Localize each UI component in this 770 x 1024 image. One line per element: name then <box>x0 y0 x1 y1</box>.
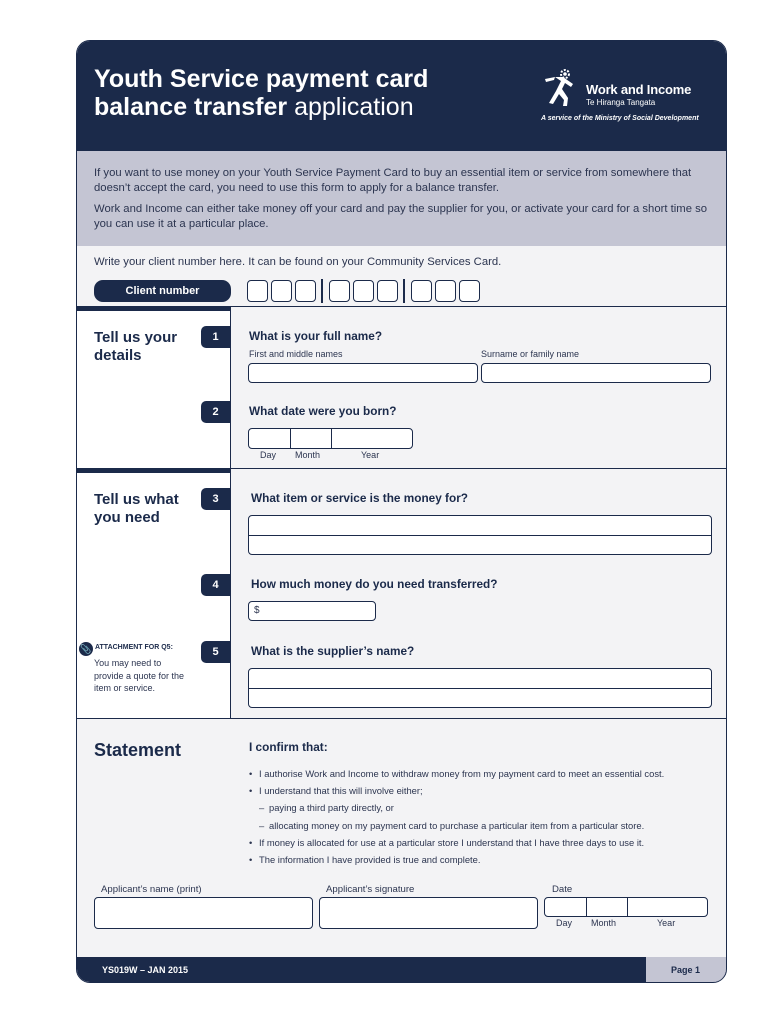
question-1-number: 1 <box>201 326 230 348</box>
item-or-service-field[interactable] <box>248 515 712 555</box>
date-label: Date <box>552 884 573 895</box>
statement-day-label: Day <box>556 918 573 928</box>
section-divider <box>77 718 726 719</box>
question-5-text: What is the supplier’s name? <box>251 644 415 658</box>
statement-subitem: – paying a third party directly, or <box>249 799 719 816</box>
attachment-note-line: provide a quote for the <box>94 670 185 681</box>
client-instruction: Write your client number here. It can be found on your Community Services Card. <box>94 256 502 268</box>
section-2-title-line-1: Tell us what <box>94 491 179 508</box>
client-digit-box[interactable] <box>377 280 398 302</box>
logo-tagline: A service of the Ministry of Social Development <box>541 115 699 122</box>
statement-subitem: – allocating money on my payment card to purchase a particular item from a particular store. <box>249 817 719 834</box>
work-and-income-figure-icon <box>541 67 577 107</box>
statement-item: • I understand that this will involve either; <box>249 782 719 799</box>
client-digit-box[interactable] <box>295 280 316 302</box>
applicant-name-field[interactable] <box>94 897 313 929</box>
field-divider <box>627 898 628 916</box>
statement-item: • I authorise Work and Income to withdraw money from my payment card to meet an essential cost. <box>249 765 719 782</box>
dob-year-label: Year <box>361 450 380 460</box>
client-digit-box[interactable] <box>411 280 432 302</box>
client-digit-box[interactable] <box>329 280 350 302</box>
form-page <box>76 40 727 983</box>
statement-item: • The information I have provided is true and complete. <box>249 851 719 868</box>
paperclip-icon: 📎 <box>80 644 92 654</box>
client-digit-box[interactable] <box>435 280 456 302</box>
title-bold-part: balance transfer <box>94 93 288 121</box>
digit-group-separator <box>403 279 405 303</box>
dob-month-label: Month <box>295 450 321 460</box>
client-number-label: Client number <box>94 280 231 302</box>
section-1-title-line-2: details <box>94 347 142 364</box>
question-4-text: How much money do you need transferred? <box>251 577 498 591</box>
first-names-hint: First and middle names <box>249 349 343 359</box>
work-and-income-logo <box>541 65 711 125</box>
attachment-note-line: item or service. <box>94 683 156 693</box>
attachment-note-line: You may need to <box>94 658 162 668</box>
question-2-number: 2 <box>201 401 230 423</box>
dollar-prefix: $ <box>254 605 260 616</box>
intro-panel <box>77 151 726 246</box>
title-light-part: application <box>287 93 414 121</box>
title-line-2 <box>94 93 428 121</box>
field-divider <box>290 429 291 448</box>
question-5-number: 5 <box>201 641 230 663</box>
statement-title: Statement <box>94 740 182 760</box>
statement-date-field[interactable] <box>544 897 708 917</box>
question-3-text: What item or service is the money for? <box>251 491 468 505</box>
client-digit-box[interactable] <box>271 280 292 302</box>
amount-field[interactable] <box>248 601 376 621</box>
surname-hint: Surname or family name <box>481 349 580 359</box>
question-4-number: 4 <box>201 574 230 596</box>
statement-list <box>249 765 719 868</box>
dob-day-label: Day <box>260 450 277 460</box>
title-line-1: Youth Service payment card <box>94 65 429 93</box>
client-digit-box[interactable] <box>459 280 480 302</box>
logo-subtitle: Te Hiranga Tangata <box>586 98 656 107</box>
supplier-name-field[interactable] <box>248 668 712 708</box>
field-line <box>249 688 711 689</box>
statement-month-label: Month <box>591 918 617 928</box>
first-names-field[interactable] <box>248 363 478 383</box>
section-bar <box>77 306 230 311</box>
form-title <box>94 65 428 121</box>
section-2-title <box>94 491 179 527</box>
page-number: Page 1 <box>646 957 726 983</box>
statement-year-label: Year <box>657 918 676 928</box>
attachment-title: ATTACHMENT FOR Q5: <box>95 644 173 651</box>
section-bar <box>77 468 230 473</box>
attachment-note <box>94 657 214 695</box>
surname-field[interactable] <box>481 363 711 383</box>
digit-group-separator <box>321 279 323 303</box>
question-3-number: 3 <box>201 488 230 510</box>
client-digit-box[interactable] <box>353 280 374 302</box>
client-digit-box[interactable] <box>247 280 268 302</box>
form-code: YS019W – JAN 2015 <box>102 965 189 975</box>
question-2-text: What date were you born? <box>249 404 397 418</box>
client-number-row <box>77 246 726 306</box>
section-1-title-line-1: Tell us your <box>94 329 178 346</box>
section-2-title-line-2: you need <box>94 509 160 526</box>
statement-item: • If money is allocated for use at a particular store I understand that I have three days to use it. <box>249 834 719 851</box>
form-header <box>77 41 726 151</box>
field-divider <box>331 429 332 448</box>
confirm-heading: I confirm that: <box>249 740 328 754</box>
intro-paragraph-2: Work and Income can either take money off your card and pay the supplier for you, or activate your card for a short time so you can use it at a particular place. <box>94 203 708 230</box>
intro-paragraph-1: If you want to use money on your Youth Service Payment Card to buy an essential item or service from somewhere that doesn’t accept the card, you need to use this form to apply for a balance transfer. <box>94 167 692 194</box>
logo-name: Work and Income <box>586 82 692 97</box>
field-line <box>249 535 711 536</box>
applicant-name-label: Applicant’s name (print) <box>101 884 202 895</box>
applicant-signature-field[interactable] <box>319 897 538 929</box>
column-divider <box>230 468 231 718</box>
field-divider <box>586 898 587 916</box>
form-footer <box>77 957 726 983</box>
applicant-signature-label: Applicant’s signature <box>326 884 415 895</box>
column-divider <box>230 306 231 468</box>
section-1-title <box>94 329 177 365</box>
question-1-text: What is your full name? <box>249 329 383 343</box>
date-of-birth-field[interactable] <box>248 428 413 449</box>
